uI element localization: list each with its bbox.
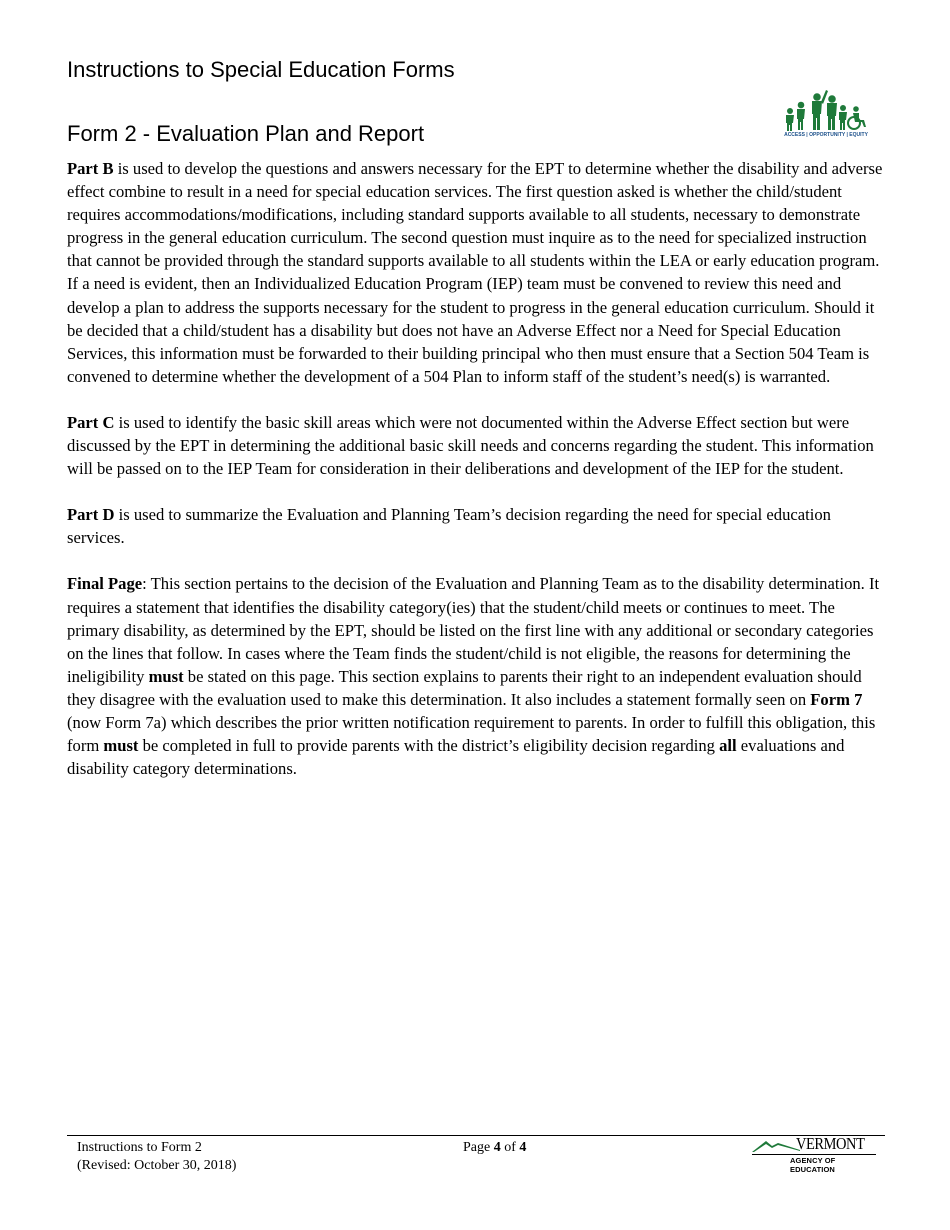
logo-tagline: ACCESS | OPPORTUNITY | EQUITY bbox=[784, 132, 868, 138]
emphasis-must: must bbox=[148, 666, 184, 686]
part-c-text: is used to identify the basic skill areas which were not documented within the Adverse Effect section but were discussed by the EPT in determining the additional basic skill needs and concerns regarding the student. This information will be passed on to the IEP Team for consideration in their deliberations and development of the IEP for the student. bbox=[67, 412, 874, 479]
logo-state-name: VERMONT bbox=[796, 1134, 865, 1153]
final-page-text: (now Form 7a) which describes the prior written notification requirement to parents. In order to fulfill this obligation, this form bbox=[67, 712, 876, 756]
document-body bbox=[67, 157, 887, 803]
footer-revised-date: (Revised: October 30, 2018) bbox=[77, 1158, 237, 1173]
final-page-text: : This section pertains to the decision of the Evaluation and Planning Team as to the disability determination. It requires a statement that identifies the disability category(ies) that the student/child meets or continues to meet. The primary disability, as determined by the EPT, should be listed on the first line with any additional or secondary categories on the lines that follow. In cases where the Team finds the student/child is not eligible, the reasons for determining the ineligibility bbox=[67, 574, 880, 686]
page-number bbox=[463, 1139, 526, 1157]
final-page-label: Final Page bbox=[67, 574, 143, 594]
page-current: 4 bbox=[493, 1140, 501, 1155]
final-page-text: be completed in full to provide parents with the district’s eligibility decision regarding bbox=[138, 736, 720, 756]
emphasis-form-7: Form 7 bbox=[810, 689, 863, 709]
page-total: 4 bbox=[519, 1140, 527, 1155]
emphasis-all: all bbox=[719, 736, 737, 756]
emphasis-must: must bbox=[103, 736, 139, 756]
footer-doc-info bbox=[77, 1139, 236, 1175]
part-d-label: Part D bbox=[67, 505, 115, 525]
page-of: of bbox=[500, 1140, 520, 1155]
vermont-agency-logo bbox=[752, 1134, 880, 1174]
mountain-icon bbox=[752, 1136, 802, 1156]
part-d-text: is used to summarize the Evaluation and Planning Team’s decision regarding the need for special education services. bbox=[67, 505, 831, 548]
part-b-paragraph bbox=[67, 157, 887, 388]
section-title: Form 2 - Evaluation Plan and Report bbox=[67, 121, 425, 146]
logo-agency-name: AGENCY OF EDUCATION bbox=[790, 1156, 836, 1174]
final-page-text: evaluations and disability category determinations. bbox=[67, 736, 845, 779]
part-c-label: Part C bbox=[67, 412, 115, 432]
part-c-paragraph bbox=[67, 411, 887, 480]
people-silhouettes-icon bbox=[770, 83, 880, 133]
page-title: Instructions to Special Education Forms bbox=[67, 57, 455, 82]
part-b-label: Part B bbox=[67, 159, 114, 178]
final-page-text: be stated on this page. This section explains to parents their right to an independent evaluation should they disagree with the evaluation used to make this determination. It also includes a statement formally seen on bbox=[67, 666, 862, 709]
final-page-paragraph bbox=[67, 572, 887, 780]
page-prefix: Page bbox=[463, 1140, 494, 1155]
footer-doc-name: Instructions to Form 2 bbox=[77, 1140, 202, 1155]
agency-logo-figures bbox=[770, 83, 880, 143]
logo-rule bbox=[752, 1154, 876, 1155]
part-b-text: is used to develop the questions and answers necessary for the EPT to determine whether the disability and adverse effect combine to result in a need for special education services. The first question asked is whether the child/student requires accommodations/modifications, including standard supports available to all students, necessary to demonstrate progress in the general education curriculum. The second question must inquire as to the need for specialized instruction that cannot be provided through the standard supports available to all students within the LEA or early education program. If a need is evident, then an Individualized Education Program (IEP) team must be convened to review this need and develop a plan to address the supports necessary for the student to progress in the general education curriculum. Should it be decided that a child/student has a disability but does not have an Adverse Effect nor a Need for Special Education Services, this information must be forwarded to their building principal who then must ensure that a Section 504 Team is convened to determine whether the development of a 504 Plan to inform staff of the student’s need(s) is warranted. bbox=[67, 159, 883, 386]
part-d-paragraph bbox=[67, 503, 887, 549]
